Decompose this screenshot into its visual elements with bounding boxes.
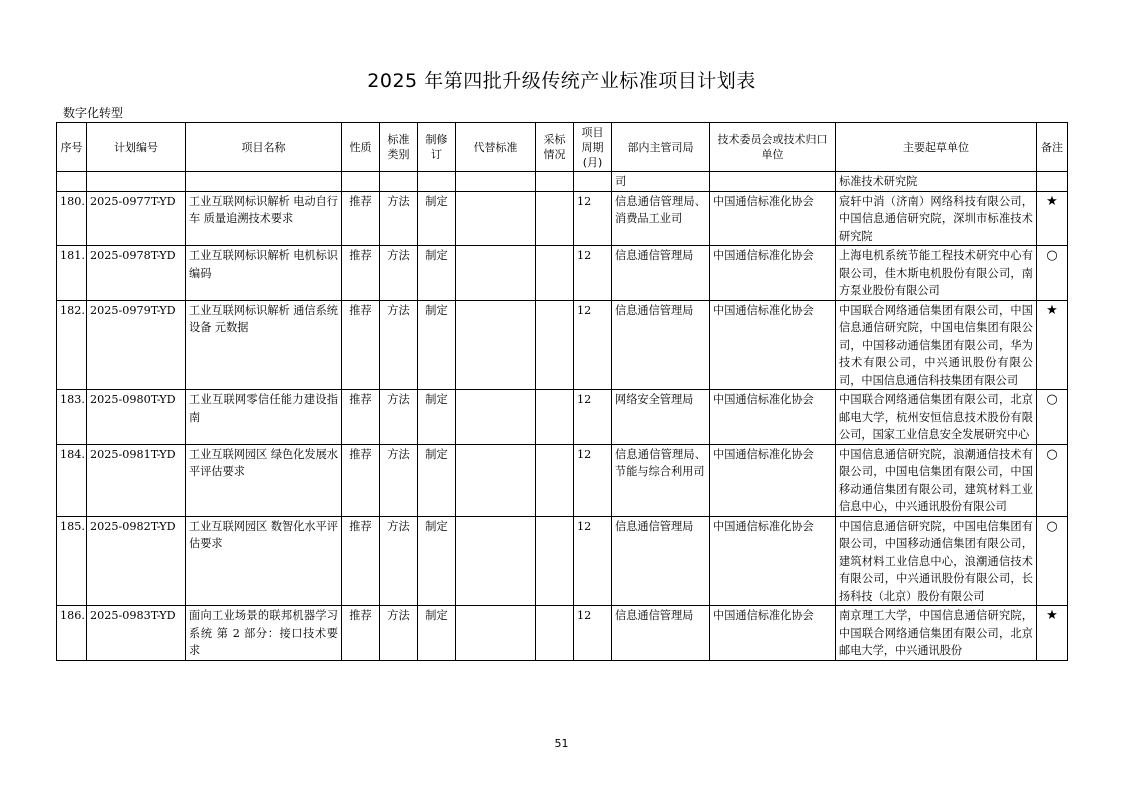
remarks-cell: ★ [1037, 191, 1068, 246]
dept-cell: 信息通信管理局、消费品工业司 [612, 191, 710, 246]
cycle-cell: 12 [574, 606, 612, 661]
remarks-cell: ★ [1037, 606, 1068, 661]
table-row [57, 516, 1068, 606]
plan-no-cell: 2025-0978T-YD [87, 246, 186, 301]
table-row [57, 246, 1068, 301]
dept-cell: 信息通信管理局 [612, 606, 710, 661]
seq-cell: 186. [57, 606, 87, 661]
project-name-cell: 工业互联网标识解析 电动自行车 质量追溯技术要求 [186, 191, 342, 246]
nature-cell: 推荐 [342, 444, 380, 516]
continuation-dept: 司 [612, 172, 710, 192]
plan-no-cell: 2025-0977T-YD [87, 191, 186, 246]
drafters-cell: 中国联合网络通信集团有限公司，中国信息通信研究院，中国电信集团有限公司，中国移动通信集团有限公司，华为技术有限公司，中兴通讯股份有限公司，中国信息通信科技集团有限公司 [836, 300, 1037, 390]
plan-no-cell: 2025-0982T-YD [87, 516, 186, 606]
drafters-cell: 中国联合网络通信集团有限公司，北京邮电大学，杭州安恒信息技术股份有限公司，国家工业信息安全发展研究中心 [836, 390, 1037, 445]
std-type-cell: 方法 [380, 300, 418, 390]
committee-cell: 中国通信标准化协会 [710, 191, 836, 246]
std-type-cell: 方法 [380, 444, 418, 516]
header-project-name: 项目名称 [186, 123, 342, 172]
remarks-cell: ★ [1037, 300, 1068, 390]
plan-no-cell: 2025-0979T-YD [87, 300, 186, 390]
std-type-cell: 方法 [380, 390, 418, 445]
header-adopted: 采标情况 [536, 123, 574, 172]
nature-cell: 推荐 [342, 516, 380, 606]
project-name-cell: 工业互联网园区 绿色化发展水平评估要求 [186, 444, 342, 516]
adopted-cell [536, 191, 574, 246]
committee-cell: 中国通信标准化协会 [710, 246, 836, 301]
project-name-cell: 工业互联网标识解析 电机标识编码 [186, 246, 342, 301]
replaced-cell [456, 300, 536, 390]
revision-cell: 制定 [418, 300, 456, 390]
project-name-cell: 面向工业场景的联邦机器学习系统 第 2 部分：接口技术要求 [186, 606, 342, 661]
cycle-cell: 12 [574, 516, 612, 606]
cycle-cell: 12 [574, 191, 612, 246]
plan-no-cell: 2025-0981T-YD [87, 444, 186, 516]
table-row [57, 300, 1068, 390]
remarks-cell: ○ [1037, 444, 1068, 516]
seq-cell: 180. [57, 191, 87, 246]
dept-cell: 信息通信管理局、节能与综合利用司 [612, 444, 710, 516]
section-label: 数字化转型 [63, 106, 124, 120]
nature-cell: 推荐 [342, 606, 380, 661]
seq-cell: 183. [57, 390, 87, 445]
std-type-cell: 方法 [380, 606, 418, 661]
header-cycle: 项目周期(月) [574, 123, 612, 172]
revision-cell: 制定 [418, 390, 456, 445]
page-number: 51 [554, 737, 569, 750]
drafters-cell: 上海电机系统节能工程技术研究中心有限公司，佳木斯电机股份有限公司，南方泵业股份有限公司 [836, 246, 1037, 301]
header-std-type: 标准类别 [380, 123, 418, 172]
nature-cell: 推荐 [342, 191, 380, 246]
committee-cell: 中国通信标准化协会 [710, 390, 836, 445]
replaced-cell [456, 390, 536, 445]
revision-cell: 制定 [418, 516, 456, 606]
header-nature: 性质 [342, 123, 380, 172]
adopted-cell [536, 606, 574, 661]
plan-no-cell: 2025-0980T-YD [87, 390, 186, 445]
adopted-cell [536, 444, 574, 516]
cycle-cell: 12 [574, 300, 612, 390]
page-title: 2025 年第四批升级传统产业标准项目计划表 [367, 70, 756, 92]
header-committee: 技术委员会或技术归口单位 [710, 123, 836, 172]
committee-cell: 中国通信标准化协会 [710, 300, 836, 390]
remarks-cell: ○ [1037, 516, 1068, 606]
drafters-cell: 南京理工大学，中国信息通信研究院，中国联合网络通信集团有限公司，北京邮电大学，中兴通讯股份 [836, 606, 1037, 661]
committee-cell: 中国通信标准化协会 [710, 516, 836, 606]
header-dept: 部内主管司局 [612, 123, 710, 172]
seq-cell: 181. [57, 246, 87, 301]
committee-cell: 中国通信标准化协会 [710, 444, 836, 516]
header-seq: 序号 [57, 123, 87, 172]
std-type-cell: 方法 [380, 246, 418, 301]
continuation-row [57, 172, 1068, 192]
header-replaced: 代替标准 [456, 123, 536, 172]
replaced-cell [456, 606, 536, 661]
nature-cell: 推荐 [342, 390, 380, 445]
table-row [57, 390, 1068, 445]
continuation-drafters: 标准技术研究院 [836, 172, 1037, 192]
table-row [57, 606, 1068, 661]
table-row [57, 191, 1068, 246]
drafters-cell: 宸轩中消（济南）网络科技有限公司，中国信息通信研究院，深圳市标准技术研究院 [836, 191, 1037, 246]
header-remarks: 备注 [1037, 123, 1068, 172]
plan-no-cell: 2025-0983T-YD [87, 606, 186, 661]
cycle-cell: 12 [574, 390, 612, 445]
replaced-cell [456, 191, 536, 246]
replaced-cell [456, 516, 536, 606]
seq-cell: 182. [57, 300, 87, 390]
replaced-cell [456, 444, 536, 516]
drafters-cell: 中国信息通信研究院，中国电信集团有限公司，中国移动通信集团有限公司，建筑材料工业信息中心，浪潮通信技术有限公司，中兴通讯股份有限公司，长扬科技（北京）股份有限公司 [836, 516, 1037, 606]
dept-cell: 信息通信管理局 [612, 516, 710, 606]
nature-cell: 推荐 [342, 300, 380, 390]
dept-cell: 信息通信管理局 [612, 300, 710, 390]
drafters-cell: 中国信息通信研究院，浪潮通信技术有限公司，中国电信集团有限公司，中国移动通信集团有限公司，建筑材料工业信息中心，中兴通讯股份有限公司 [836, 444, 1037, 516]
replaced-cell [456, 246, 536, 301]
cycle-cell: 12 [574, 246, 612, 301]
project-name-cell: 工业互联网零信任能力建设指南 [186, 390, 342, 445]
dept-cell: 网络安全管理局 [612, 390, 710, 445]
revision-cell: 制定 [418, 246, 456, 301]
adopted-cell [536, 300, 574, 390]
revision-cell: 制定 [418, 191, 456, 246]
nature-cell: 推荐 [342, 246, 380, 301]
seq-cell: 185. [57, 516, 87, 606]
header-plan-no: 计划编号 [87, 123, 186, 172]
table-header-row [57, 123, 1068, 172]
standards-plan-table [56, 122, 1068, 661]
remarks-cell: ○ [1037, 390, 1068, 445]
header-revision: 制修订 [418, 123, 456, 172]
dept-cell: 信息通信管理局 [612, 246, 710, 301]
committee-cell: 中国通信标准化协会 [710, 606, 836, 661]
adopted-cell [536, 246, 574, 301]
project-name-cell: 工业互联网标识解析 通信系统设备 元数据 [186, 300, 342, 390]
cycle-cell: 12 [574, 444, 612, 516]
project-name-cell: 工业互联网园区 数智化水平评估要求 [186, 516, 342, 606]
adopted-cell [536, 516, 574, 606]
revision-cell: 制定 [418, 606, 456, 661]
header-drafters: 主要起草单位 [836, 123, 1037, 172]
seq-cell: 184. [57, 444, 87, 516]
remarks-cell: ○ [1037, 246, 1068, 301]
table-row [57, 444, 1068, 516]
std-type-cell: 方法 [380, 191, 418, 246]
std-type-cell: 方法 [380, 516, 418, 606]
adopted-cell [536, 390, 574, 445]
revision-cell: 制定 [418, 444, 456, 516]
